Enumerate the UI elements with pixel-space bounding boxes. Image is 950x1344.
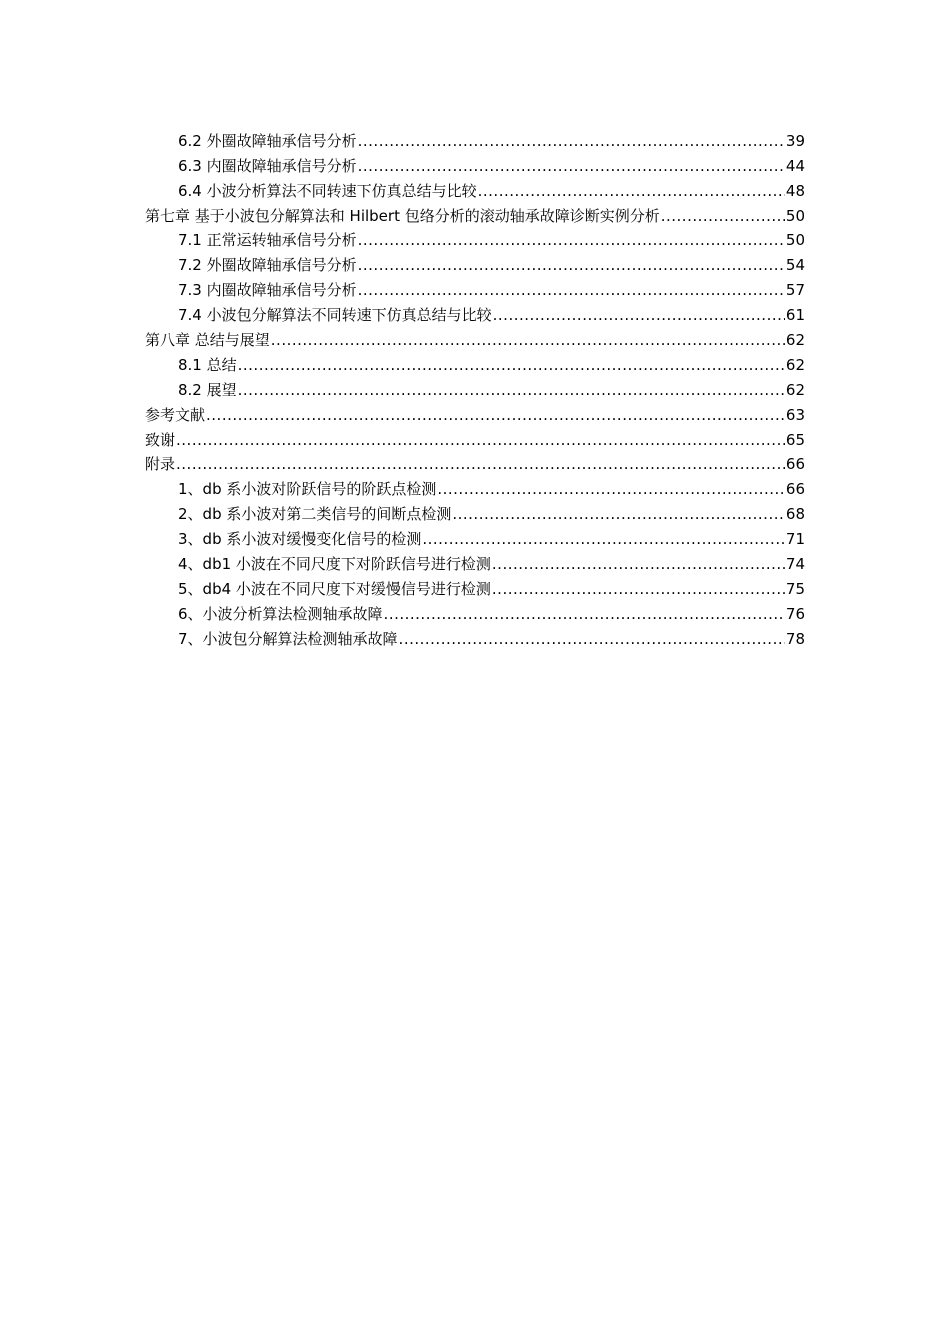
toc-entry-title: 7.1 正常运转轴承信号分析: [178, 231, 357, 250]
toc-page-number: 75: [785, 579, 805, 598]
toc-dot-leader: [238, 380, 785, 400]
toc-entry-title: 6.4 小波分析算法不同转速下仿真总结与比较: [178, 181, 477, 200]
toc-entry[interactable]: [145, 176, 805, 201]
toc-entry[interactable]: [145, 151, 805, 176]
toc-page-number: 76: [785, 604, 805, 623]
toc-dot-leader: [358, 255, 785, 275]
toc-dot-leader: [452, 504, 785, 524]
toc-entry-title: 6.3 内圈故障轴承信号分析: [178, 156, 357, 175]
toc-dot-leader: [399, 629, 785, 649]
toc-page-number: 50: [785, 206, 805, 225]
toc-entry[interactable]: [145, 375, 805, 400]
toc-entry-title: 7、小波包分解算法检测轴承故障: [178, 629, 398, 648]
toc-page-number: 63: [785, 405, 805, 424]
toc-entry[interactable]: [145, 549, 805, 574]
toc-entry[interactable]: [145, 474, 805, 499]
toc-entry-title: 3、db 系小波对缓慢变化信号的检测: [178, 530, 422, 549]
toc-dot-leader: [358, 280, 785, 300]
toc-dot-leader: [384, 604, 785, 624]
toc-entry-title: 7.3 内圈故障轴承信号分析: [178, 281, 357, 300]
toc-dot-leader: [358, 230, 785, 250]
toc-entry[interactable]: [145, 425, 805, 450]
toc-entry-title: 1、db 系小波对阶跃信号的阶跃点检测: [178, 480, 437, 499]
toc-entry-title: 第八章 总结与展望: [145, 331, 270, 350]
toc-page-number: 57: [785, 281, 805, 300]
toc-dot-leader: [176, 454, 785, 474]
toc-page-number: 65: [785, 430, 805, 449]
toc-entry-title: 2、db 系小波对第二类信号的间断点检测: [178, 505, 452, 524]
toc-entry-title: 6、小波分析算法检测轴承故障: [178, 604, 383, 623]
toc-page-number: 68: [785, 505, 805, 524]
toc-entry-title: 附录: [145, 455, 176, 474]
toc-page-number: 50: [785, 231, 805, 250]
toc-entry[interactable]: [145, 574, 805, 599]
toc-entry[interactable]: [145, 599, 805, 624]
toc-entry[interactable]: [145, 624, 805, 649]
toc-dot-leader: [176, 430, 785, 450]
toc-page-number: 62: [785, 331, 805, 350]
toc-page-number: 44: [785, 156, 805, 175]
toc-page-number: 62: [785, 355, 805, 374]
toc-dot-leader: [358, 131, 785, 151]
toc-page-number: 54: [785, 256, 805, 275]
toc-dot-leader: [238, 355, 785, 375]
toc-dot-leader: [478, 181, 785, 201]
toc-page-number: 78: [785, 629, 805, 648]
toc-entry[interactable]: [145, 126, 805, 151]
toc-entry[interactable]: [145, 400, 805, 425]
toc-dot-leader: [271, 330, 785, 350]
toc-dot-leader: [661, 206, 785, 226]
toc-entry[interactable]: [145, 450, 805, 475]
toc-page-number: 66: [785, 455, 805, 474]
table-of-contents: [145, 126, 805, 649]
toc-dot-leader: [492, 579, 785, 599]
toc-entry-title: 5、db4 小波在不同尺度下对缓慢信号进行检测: [178, 579, 491, 598]
toc-entry-title: 第七章 基于小波包分解算法和 Hilbert 包络分析的滚动轴承故障诊断实例分析: [145, 206, 660, 225]
toc-entry-title: 8.1 总结: [178, 355, 237, 374]
toc-entry-title: 参考文献: [145, 405, 206, 424]
toc-dot-leader: [422, 529, 785, 549]
toc-entry[interactable]: [145, 499, 805, 524]
toc-entry[interactable]: [145, 300, 805, 325]
toc-entry-title: 7.4 小波包分解算法不同转速下仿真总结与比较: [178, 306, 492, 325]
toc-entry-title: 8.2 展望: [178, 380, 237, 399]
toc-dot-leader: [358, 156, 785, 176]
toc-entry-title: 致谢: [145, 430, 176, 449]
toc-entry[interactable]: [145, 524, 805, 549]
toc-entry-title: 6.2 外圈故障轴承信号分析: [178, 131, 357, 150]
toc-dot-leader: [492, 554, 785, 574]
toc-entry[interactable]: [145, 226, 805, 251]
toc-dot-leader: [493, 305, 785, 325]
toc-dot-leader: [437, 479, 785, 499]
toc-page-number: 48: [785, 181, 805, 200]
toc-page-number: 39: [785, 131, 805, 150]
toc-page-number: 71: [785, 530, 805, 549]
toc-dot-leader: [206, 405, 785, 425]
toc-page-number: 62: [785, 380, 805, 399]
toc-entry[interactable]: [145, 325, 805, 350]
toc-entry[interactable]: [145, 275, 805, 300]
toc-page-number: 66: [785, 480, 805, 499]
toc-entry[interactable]: [145, 201, 805, 226]
toc-entry-title: 7.2 外圈故障轴承信号分析: [178, 256, 357, 275]
toc-page-number: 74: [785, 555, 805, 574]
toc-entry[interactable]: [145, 250, 805, 275]
toc-entry-title: 4、db1 小波在不同尺度下对阶跃信号进行检测: [178, 555, 491, 574]
toc-entry[interactable]: [145, 350, 805, 375]
toc-page-number: 61: [785, 306, 805, 325]
